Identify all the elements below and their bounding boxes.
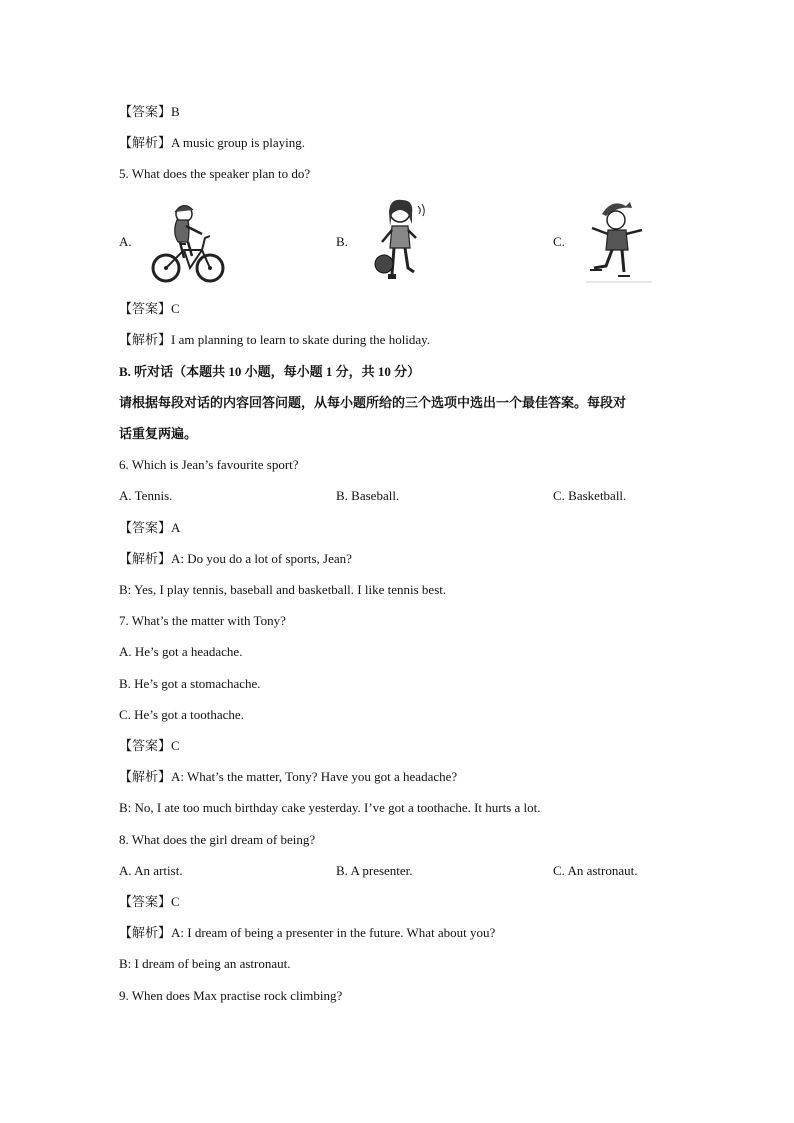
q8-option-a: A. An artist. xyxy=(119,863,183,878)
ball-girl-image xyxy=(372,198,432,288)
answer-5: 【答案】C xyxy=(119,301,180,316)
section-b-instruction: 请根据每段对话的内容回答问题，从每小题所给的三个选项中选出一个最佳答案。每段对 xyxy=(119,395,627,410)
answer-7: 【答案】C xyxy=(119,738,180,753)
analysis-4: 【解析】A music group is playing. xyxy=(119,135,305,150)
analysis-7-cont: B: No, I ate too much birthday cake yesterday. I’ve got a toothache. It hurts a lot. xyxy=(119,800,541,815)
q8-option-b: B. A presenter. xyxy=(336,863,413,878)
analysis-5: 【解析】I am planning to learn to skate during the holiday. xyxy=(119,332,431,347)
analysis-6: 【解析】A: Do you do a lot of sports, Jean? xyxy=(119,551,352,566)
q5-option-b-label: B. xyxy=(336,234,348,249)
section-b-instruction-cont: 话重复两遍。 xyxy=(119,426,198,441)
skating-girl-image xyxy=(582,198,654,286)
q6-option-a: A. Tennis. xyxy=(119,488,173,503)
q6-option-c: C. Basketball. xyxy=(553,488,627,503)
q8-option-c: C. An astronaut. xyxy=(553,863,638,878)
analysis-8: 【解析】A: I dream of being a presenter in the future. What about you? xyxy=(119,925,496,940)
question-9: 9. When does Max practise rock climbing? xyxy=(119,988,343,1003)
answer-4: 【答案】B xyxy=(119,104,180,119)
question-6: 6. Which is Jean’s favourite sport? xyxy=(119,457,299,472)
q7-option-a: A. He’s got a headache. xyxy=(119,644,243,659)
q5-option-a-label: A. xyxy=(119,234,132,249)
section-b-heading: B. 听对话（本题共 10 小题，每小题 1 分，共 10 分） xyxy=(119,364,421,379)
q7-option-b: B. He’s got a stomachache. xyxy=(119,676,261,691)
q6-option-b: B. Baseball. xyxy=(336,488,400,503)
question-5: 5. What does the speaker plan to do? xyxy=(119,166,311,181)
analysis-7: 【解析】A: What’s the matter, Tony? Have you got a headache? xyxy=(119,769,458,784)
answer-8: 【答案】C xyxy=(119,894,180,909)
analysis-8-cont: B: I dream of being an astronaut. xyxy=(119,956,291,971)
question-8: 8. What does the girl dream of being? xyxy=(119,832,316,847)
answer-6: 【答案】A xyxy=(119,520,181,535)
analysis-6-cont: B: Yes, I play tennis, baseball and basketball. I like tennis best. xyxy=(119,582,447,597)
q5-option-c-label: C. xyxy=(553,234,565,249)
question-7: 7. What’s the matter with Tony? xyxy=(119,613,286,628)
q7-option-c: C. He’s got a toothache. xyxy=(119,707,244,722)
bicycle-girl-image xyxy=(150,198,226,288)
